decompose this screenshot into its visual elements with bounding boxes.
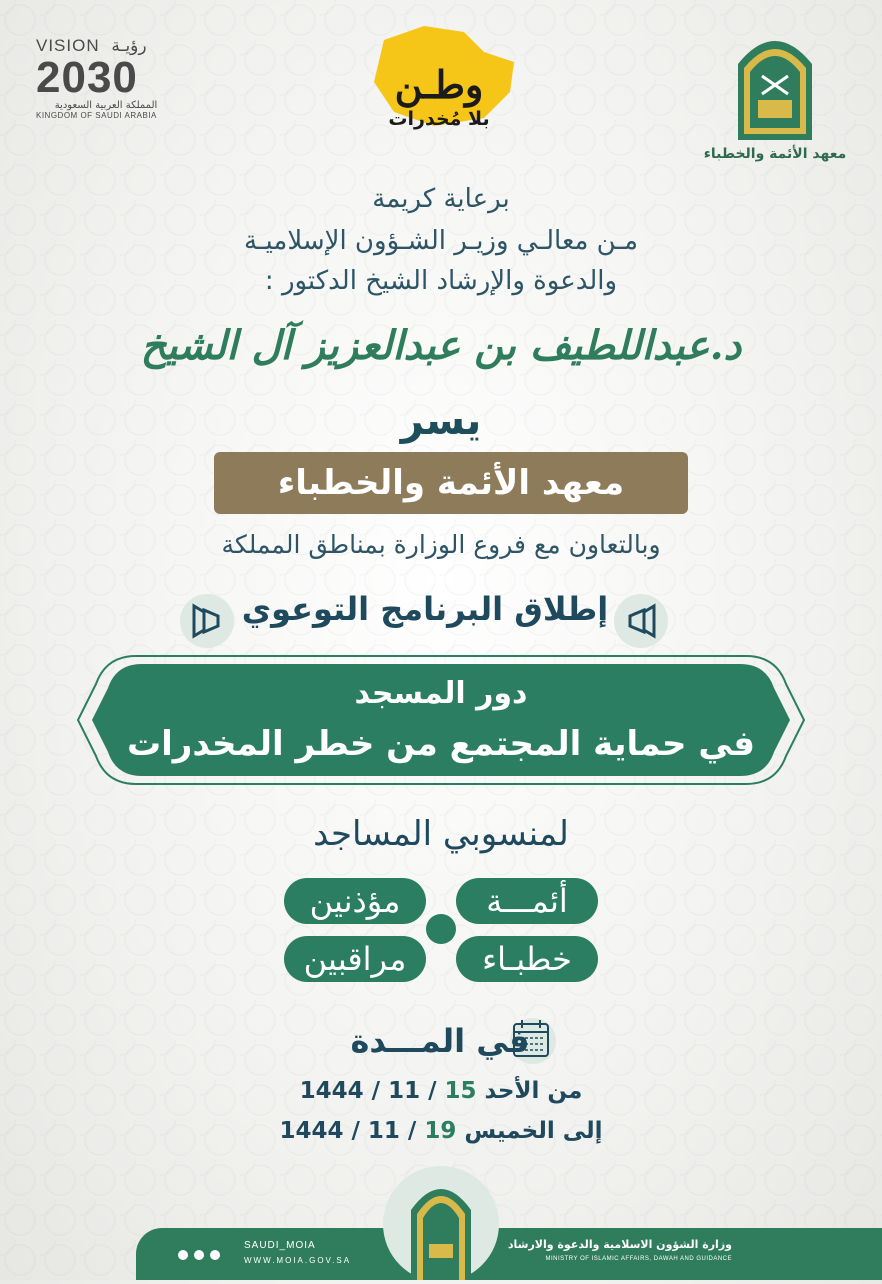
campaign-line1: وطـن <box>394 62 484 107</box>
center-dot <box>426 914 456 944</box>
program-banner <box>76 654 806 786</box>
mosque-emblem-icon <box>700 24 850 146</box>
megaphone-icon-right <box>614 594 668 648</box>
group-supervisors: مراقبين <box>284 936 426 982</box>
vision-kingdom-en: KINGDOM OF SAUDI ARABIA <box>36 111 157 120</box>
from-label: من الأحد <box>484 1078 583 1104</box>
launch-title: إطلاق البرنامج التوعوي <box>241 590 609 628</box>
website-link[interactable]: WWW.MOIA.GOV.SA <box>244 1256 352 1265</box>
megaphone-icon-left <box>180 594 234 648</box>
patronage-line3: والدعوة والإرشاد الشيخ الدكتور : <box>264 266 618 296</box>
footer-bar <box>136 1228 882 1280</box>
ministry-name-ar: وزارة الشؤون الاسلامية والدعوة والارشاد <box>507 1238 732 1251</box>
vision-2030-logo <box>36 36 186 136</box>
group-preachers: خطبـاء <box>456 936 598 982</box>
from-day: 15 <box>444 1078 477 1104</box>
banner-line1: دور المسجد <box>354 676 528 711</box>
vision-kingdom-ar: المملكة العربية السعودية <box>54 100 158 111</box>
vision-word: VISION <box>36 36 100 55</box>
audience-title: لمنسوبي المساجد <box>313 814 569 854</box>
social-handle[interactable]: SAUDI_MOIA <box>244 1240 316 1251</box>
ministry-name-en: MINISTRY OF ISLAMIC AFFAIRS, DAWAH AND GUIDANCE <box>545 1256 732 1262</box>
institute-title-box: معهد الأئمة والخطباء <box>214 452 688 514</box>
institute-logo <box>700 24 850 174</box>
youtube-icon[interactable] <box>210 1250 220 1260</box>
ministry-emblem-icon <box>382 1160 500 1280</box>
patronage-line1: برعاية كريمة <box>372 184 510 214</box>
vision-arabic-word: رؤيـة <box>111 36 147 55</box>
campaign-line2: بلا مُخدرات <box>388 108 490 130</box>
institute-logo-name: معهد الأئمة والخطباء <box>703 146 847 162</box>
from-date-rest: / 11 / 1444 <box>299 1078 445 1104</box>
date-to <box>0 1118 882 1144</box>
cooperation-text: وبالتعاون مع فروع الوزارة بمناطق المملكة <box>221 530 661 559</box>
patronage-line2: مـن معالـي وزيـر الشـؤون الإسلاميـة <box>243 226 639 256</box>
duration-title: في المـــدة <box>350 1022 530 1060</box>
banner-line2: في حماية المجتمع من خطر المخدرات <box>126 724 756 764</box>
minister-name: د.عبداللطيف بن عبدالعزيز آل الشيخ <box>140 322 742 369</box>
ministry-emblem <box>382 1160 500 1280</box>
yusir-word: يسر <box>400 398 482 444</box>
twitter-icon[interactable] <box>178 1250 188 1260</box>
to-day: 19 <box>424 1118 457 1144</box>
banner-shape <box>76 654 806 786</box>
vision-year: 2030 <box>36 53 138 102</box>
group-imams: أئمـــة <box>456 878 598 924</box>
instagram-icon[interactable] <box>194 1250 204 1260</box>
group-muezzins: مؤذنين <box>284 878 426 924</box>
to-label: إلى الخميس <box>464 1118 603 1144</box>
to-date-rest: / 11 / 1444 <box>279 1118 425 1144</box>
campaign-logo <box>364 22 520 132</box>
date-from <box>0 1078 882 1104</box>
